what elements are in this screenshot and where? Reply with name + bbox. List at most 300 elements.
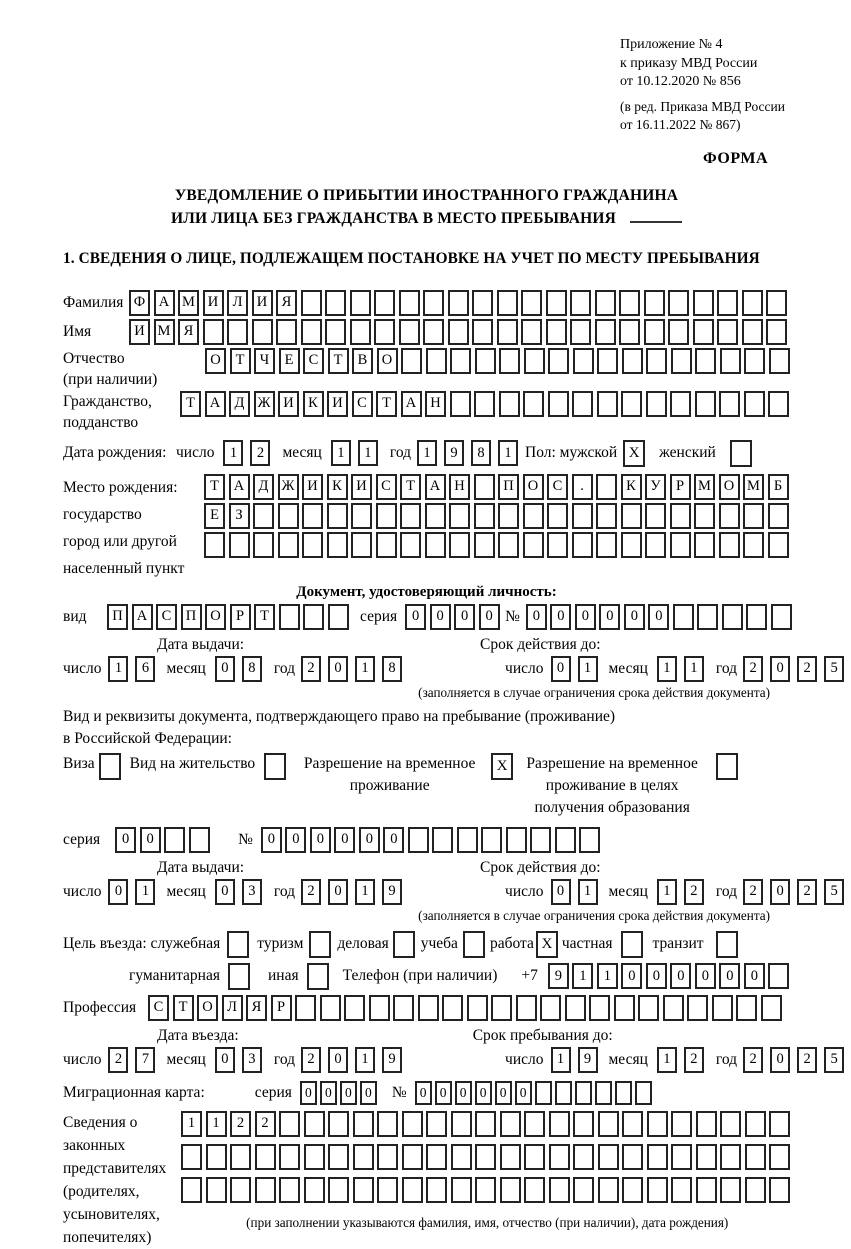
char-cell[interactable] [252, 319, 273, 345]
char-cell[interactable] [506, 827, 527, 853]
char-cell[interactable] [325, 290, 346, 316]
char-cell[interactable]: 0 [770, 879, 790, 905]
char-cell[interactable]: 0 [475, 1081, 492, 1105]
char-cell[interactable] [400, 503, 421, 529]
char-cell[interactable]: 9 [382, 1047, 402, 1073]
char-cell[interactable]: 0 [719, 963, 740, 989]
char-cell[interactable]: 2 [255, 1111, 276, 1137]
char-cell[interactable]: 1 [417, 440, 437, 466]
char-cell[interactable]: 0 [551, 656, 571, 682]
char-cell[interactable] [475, 1177, 496, 1203]
char-cell[interactable]: 1 [358, 440, 378, 466]
char-cell[interactable] [720, 1144, 741, 1170]
char-cell[interactable] [475, 1144, 496, 1170]
char-cell[interactable] [572, 503, 593, 529]
char-cell[interactable] [457, 827, 478, 853]
char-cell[interactable] [204, 532, 225, 558]
char-cell[interactable]: 0 [405, 604, 426, 630]
char-cell[interactable]: С [547, 474, 568, 500]
char-cell[interactable]: С [376, 474, 397, 500]
char-cell[interactable]: 1 [223, 440, 243, 466]
char-cell[interactable] [442, 995, 463, 1021]
char-cell[interactable] [621, 391, 642, 417]
char-cell[interactable] [426, 1111, 447, 1137]
char-cell[interactable]: Т [254, 604, 275, 630]
char-cell[interactable] [647, 1177, 668, 1203]
char-cell[interactable]: 0 [770, 656, 790, 682]
char-cell[interactable] [671, 1144, 692, 1170]
char-cell[interactable] [425, 532, 446, 558]
char-cell[interactable]: 0 [215, 1047, 235, 1073]
char-cell[interactable]: С [352, 391, 373, 417]
char-cell[interactable]: 3 [242, 879, 262, 905]
char-cell[interactable] [769, 348, 790, 374]
char-cell[interactable] [644, 290, 665, 316]
char-cell[interactable] [189, 827, 210, 853]
char-cell[interactable] [742, 319, 763, 345]
char-cell[interactable] [646, 348, 667, 374]
char-cell[interactable]: 2 [684, 879, 704, 905]
char-cell[interactable]: Т [173, 995, 194, 1021]
char-cell[interactable]: Д [253, 474, 274, 500]
char-cell[interactable] [598, 1177, 619, 1203]
checkbox-purpose-tourism[interactable] [309, 931, 331, 958]
char-cell[interactable]: 2 [301, 1047, 321, 1073]
char-cell[interactable] [472, 290, 493, 316]
char-cell[interactable] [328, 604, 349, 630]
char-cell[interactable] [448, 290, 469, 316]
char-cell[interactable] [399, 290, 420, 316]
char-cell[interactable] [302, 503, 323, 529]
char-cell[interactable] [450, 348, 471, 374]
char-cell[interactable]: Н [425, 391, 446, 417]
char-cell[interactable]: Р [230, 604, 251, 630]
char-cell[interactable]: Я [276, 290, 297, 316]
char-cell[interactable] [376, 503, 397, 529]
char-cell[interactable] [301, 290, 322, 316]
char-cell[interactable]: К [303, 391, 324, 417]
char-cell[interactable]: М [178, 290, 199, 316]
char-cell[interactable] [474, 532, 495, 558]
char-cell[interactable]: 5 [824, 656, 844, 682]
char-cell[interactable]: 1 [657, 656, 677, 682]
char-cell[interactable]: 0 [359, 827, 380, 853]
char-cell[interactable]: А [229, 474, 250, 500]
checkbox-purpose-humanitarian[interactable] [228, 963, 250, 990]
char-cell[interactable] [766, 290, 787, 316]
char-cell[interactable] [253, 532, 274, 558]
char-cell[interactable] [668, 319, 689, 345]
checkbox-temp-residence[interactable]: X [491, 753, 513, 780]
char-cell[interactable] [768, 963, 789, 989]
char-cell[interactable]: С [303, 348, 324, 374]
char-cell[interactable]: Ж [278, 474, 299, 500]
char-cell[interactable] [227, 319, 248, 345]
char-cell[interactable] [351, 532, 372, 558]
char-cell[interactable] [696, 1111, 717, 1137]
char-cell[interactable] [402, 1144, 423, 1170]
char-cell[interactable]: 3 [242, 1047, 262, 1073]
char-cell[interactable] [450, 391, 471, 417]
checkbox-temp-residence-edu[interactable] [716, 753, 738, 780]
char-cell[interactable]: Л [227, 290, 248, 316]
char-cell[interactable]: 1 [551, 1047, 571, 1073]
char-cell[interactable]: Т [180, 391, 201, 417]
char-cell[interactable] [230, 1177, 251, 1203]
char-cell[interactable] [423, 290, 444, 316]
char-cell[interactable]: Т [376, 391, 397, 417]
char-cell[interactable] [350, 290, 371, 316]
char-cell[interactable] [303, 604, 324, 630]
char-cell[interactable] [572, 532, 593, 558]
char-cell[interactable]: Б [768, 474, 789, 500]
char-cell[interactable] [408, 827, 429, 853]
char-cell[interactable]: 0 [320, 1081, 337, 1105]
char-cell[interactable] [376, 532, 397, 558]
char-cell[interactable] [769, 1111, 790, 1137]
char-cell[interactable] [615, 1081, 632, 1105]
char-cell[interactable]: В [352, 348, 373, 374]
char-cell[interactable] [670, 532, 691, 558]
char-cell[interactable] [425, 503, 446, 529]
char-cell[interactable] [622, 348, 643, 374]
char-cell[interactable] [621, 532, 642, 558]
char-cell[interactable]: 9 [444, 440, 464, 466]
char-cell[interactable]: 1 [498, 440, 518, 466]
char-cell[interactable] [745, 1111, 766, 1137]
footnote-blank-line[interactable] [630, 207, 682, 223]
char-cell[interactable] [181, 1144, 202, 1170]
char-cell[interactable] [595, 290, 616, 316]
checkbox-purpose-work[interactable]: X [536, 931, 558, 958]
char-cell[interactable]: З [229, 503, 250, 529]
char-cell[interactable] [472, 319, 493, 345]
char-cell[interactable] [671, 348, 692, 374]
char-cell[interactable] [521, 290, 542, 316]
char-cell[interactable] [644, 319, 665, 345]
char-cell[interactable] [572, 391, 593, 417]
char-cell[interactable] [645, 532, 666, 558]
char-cell[interactable]: 9 [548, 963, 569, 989]
char-cell[interactable] [418, 995, 439, 1021]
checkbox-residence-permit[interactable] [264, 753, 286, 780]
char-cell[interactable]: Т [328, 348, 349, 374]
char-cell[interactable] [573, 1144, 594, 1170]
char-cell[interactable]: 0 [310, 827, 331, 853]
char-cell[interactable]: 0 [300, 1081, 317, 1105]
char-cell[interactable] [353, 1111, 374, 1137]
checkbox-sex-male[interactable]: X [623, 440, 645, 467]
char-cell[interactable]: 0 [435, 1081, 452, 1105]
char-cell[interactable]: 0 [328, 656, 348, 682]
char-cell[interactable] [671, 1177, 692, 1203]
char-cell[interactable] [181, 1177, 202, 1203]
char-cell[interactable]: 2 [108, 1047, 128, 1073]
char-cell[interactable]: 2 [684, 1047, 704, 1073]
checkbox-purpose-official[interactable] [227, 931, 249, 958]
char-cell[interactable] [449, 532, 470, 558]
checkbox-purpose-study[interactable] [463, 931, 485, 958]
char-cell[interactable] [255, 1144, 276, 1170]
char-cell[interactable] [535, 1081, 552, 1105]
char-cell[interactable]: А [205, 391, 226, 417]
char-cell[interactable] [374, 319, 395, 345]
char-cell[interactable] [498, 532, 519, 558]
char-cell[interactable]: 2 [743, 656, 763, 682]
char-cell[interactable] [402, 1111, 423, 1137]
char-cell[interactable] [524, 1111, 545, 1137]
char-cell[interactable] [426, 348, 447, 374]
char-cell[interactable]: 0 [140, 827, 161, 853]
char-cell[interactable]: 2 [301, 656, 321, 682]
char-cell[interactable] [475, 348, 496, 374]
char-cell[interactable]: 0 [454, 604, 475, 630]
char-cell[interactable] [516, 995, 537, 1021]
char-cell[interactable]: П [498, 474, 519, 500]
char-cell[interactable] [523, 391, 544, 417]
char-cell[interactable] [768, 532, 789, 558]
char-cell[interactable]: О [719, 474, 740, 500]
char-cell[interactable]: Р [670, 474, 691, 500]
char-cell[interactable]: Н [449, 474, 470, 500]
char-cell[interactable] [712, 995, 733, 1021]
char-cell[interactable]: 0 [648, 604, 669, 630]
char-cell[interactable] [695, 391, 716, 417]
char-cell[interactable]: С [148, 995, 169, 1021]
char-cell[interactable] [687, 995, 708, 1021]
char-cell[interactable]: У [645, 474, 666, 500]
char-cell[interactable] [768, 391, 789, 417]
char-cell[interactable]: 0 [115, 827, 136, 853]
char-cell[interactable]: К [621, 474, 642, 500]
char-cell[interactable] [328, 1144, 349, 1170]
checkbox-purpose-other[interactable] [307, 963, 329, 990]
char-cell[interactable]: М [154, 319, 175, 345]
char-cell[interactable] [768, 503, 789, 529]
char-cell[interactable] [766, 319, 787, 345]
char-cell[interactable]: О [523, 474, 544, 500]
char-cell[interactable]: 0 [744, 963, 765, 989]
char-cell[interactable] [524, 348, 545, 374]
char-cell[interactable]: 0 [328, 879, 348, 905]
char-cell[interactable]: 0 [415, 1081, 432, 1105]
char-cell[interactable] [720, 1111, 741, 1137]
char-cell[interactable] [481, 827, 502, 853]
char-cell[interactable] [399, 319, 420, 345]
char-cell[interactable]: И [302, 474, 323, 500]
char-cell[interactable] [451, 1111, 472, 1137]
char-cell[interactable] [744, 391, 765, 417]
char-cell[interactable] [304, 1144, 325, 1170]
char-cell[interactable] [393, 995, 414, 1021]
char-cell[interactable] [369, 995, 390, 1021]
char-cell[interactable] [164, 827, 185, 853]
checkbox-purpose-business[interactable] [393, 931, 415, 958]
char-cell[interactable] [255, 1177, 276, 1203]
char-cell[interactable]: Е [204, 503, 225, 529]
char-cell[interactable]: И [252, 290, 273, 316]
char-cell[interactable] [377, 1144, 398, 1170]
char-cell[interactable] [320, 995, 341, 1021]
char-cell[interactable]: 0 [455, 1081, 472, 1105]
char-cell[interactable] [697, 604, 718, 630]
char-cell[interactable] [573, 348, 594, 374]
char-cell[interactable]: И [351, 474, 372, 500]
char-cell[interactable]: О [197, 995, 218, 1021]
char-cell[interactable] [475, 1111, 496, 1137]
char-cell[interactable] [595, 1081, 612, 1105]
char-cell[interactable]: 0 [328, 1047, 348, 1073]
char-cell[interactable]: 1 [331, 440, 351, 466]
char-cell[interactable] [546, 319, 567, 345]
char-cell[interactable]: 6 [135, 656, 155, 682]
char-cell[interactable] [499, 348, 520, 374]
char-cell[interactable]: 1 [355, 1047, 375, 1073]
char-cell[interactable]: 0 [383, 827, 404, 853]
char-cell[interactable] [668, 290, 689, 316]
char-cell[interactable]: Л [222, 995, 243, 1021]
char-cell[interactable]: М [694, 474, 715, 500]
char-cell[interactable] [474, 474, 495, 500]
char-cell[interactable]: Р [271, 995, 292, 1021]
char-cell[interactable] [278, 532, 299, 558]
char-cell[interactable] [327, 532, 348, 558]
char-cell[interactable]: Т [230, 348, 251, 374]
char-cell[interactable]: 2 [797, 1047, 817, 1073]
char-cell[interactable]: Ф [129, 290, 150, 316]
char-cell[interactable]: 9 [578, 1047, 598, 1073]
char-cell[interactable]: О [205, 348, 226, 374]
char-cell[interactable]: П [181, 604, 202, 630]
char-cell[interactable]: И [278, 391, 299, 417]
char-cell[interactable] [596, 532, 617, 558]
char-cell[interactable] [645, 503, 666, 529]
char-cell[interactable]: 0 [670, 963, 691, 989]
char-cell[interactable] [523, 532, 544, 558]
char-cell[interactable] [377, 1177, 398, 1203]
char-cell[interactable]: 0 [261, 827, 282, 853]
char-cell[interactable] [719, 503, 740, 529]
char-cell[interactable]: 2 [797, 656, 817, 682]
char-cell[interactable] [302, 532, 323, 558]
char-cell[interactable] [597, 348, 618, 374]
char-cell[interactable] [276, 319, 297, 345]
char-cell[interactable] [619, 319, 640, 345]
char-cell[interactable]: 0 [621, 963, 642, 989]
char-cell[interactable]: О [377, 348, 398, 374]
char-cell[interactable]: Д [229, 391, 250, 417]
char-cell[interactable]: 9 [382, 879, 402, 905]
char-cell[interactable] [573, 1177, 594, 1203]
char-cell[interactable] [400, 532, 421, 558]
char-cell[interactable]: 0 [526, 604, 547, 630]
char-cell[interactable]: Я [178, 319, 199, 345]
char-cell[interactable]: 1 [657, 1047, 677, 1073]
char-cell[interactable] [351, 503, 372, 529]
char-cell[interactable]: 0 [430, 604, 451, 630]
char-cell[interactable]: 1 [578, 879, 598, 905]
char-cell[interactable] [744, 348, 765, 374]
char-cell[interactable] [693, 290, 714, 316]
char-cell[interactable] [402, 1177, 423, 1203]
char-cell[interactable]: 2 [301, 879, 321, 905]
char-cell[interactable] [619, 290, 640, 316]
char-cell[interactable]: 0 [334, 827, 355, 853]
char-cell[interactable] [647, 1111, 668, 1137]
char-cell[interactable] [579, 827, 600, 853]
char-cell[interactable] [635, 1081, 652, 1105]
char-cell[interactable]: 1 [206, 1111, 227, 1137]
char-cell[interactable] [555, 827, 576, 853]
char-cell[interactable] [304, 1177, 325, 1203]
checkbox-purpose-transit[interactable] [716, 931, 738, 958]
char-cell[interactable] [474, 391, 495, 417]
char-cell[interactable] [548, 348, 569, 374]
char-cell[interactable]: 1 [684, 656, 704, 682]
char-cell[interactable]: С [156, 604, 177, 630]
char-cell[interactable]: 1 [355, 656, 375, 682]
char-cell[interactable]: 1 [572, 963, 593, 989]
char-cell[interactable] [540, 995, 561, 1021]
char-cell[interactable] [467, 995, 488, 1021]
char-cell[interactable]: 2 [230, 1111, 251, 1137]
char-cell[interactable] [401, 348, 422, 374]
checkbox-purpose-private[interactable] [621, 931, 643, 958]
char-cell[interactable] [720, 1177, 741, 1203]
char-cell[interactable] [663, 995, 684, 1021]
char-cell[interactable]: Т [400, 474, 421, 500]
char-cell[interactable] [426, 1144, 447, 1170]
char-cell[interactable]: И [129, 319, 150, 345]
checkbox-visa[interactable] [99, 753, 121, 780]
char-cell[interactable] [647, 1144, 668, 1170]
char-cell[interactable]: И [203, 290, 224, 316]
char-cell[interactable]: 8 [242, 656, 262, 682]
char-cell[interactable] [719, 532, 740, 558]
char-cell[interactable]: О [205, 604, 226, 630]
char-cell[interactable]: 0 [360, 1081, 377, 1105]
char-cell[interactable] [500, 1177, 521, 1203]
char-cell[interactable]: 0 [599, 604, 620, 630]
char-cell[interactable] [500, 1111, 521, 1137]
char-cell[interactable] [693, 319, 714, 345]
char-cell[interactable]: 0 [215, 656, 235, 682]
char-cell[interactable] [555, 1081, 572, 1105]
char-cell[interactable] [328, 1111, 349, 1137]
char-cell[interactable] [597, 391, 618, 417]
char-cell[interactable] [500, 1144, 521, 1170]
char-cell[interactable] [327, 503, 348, 529]
char-cell[interactable] [497, 290, 518, 316]
char-cell[interactable]: 1 [597, 963, 618, 989]
char-cell[interactable] [230, 1144, 251, 1170]
char-cell[interactable]: 7 [135, 1047, 155, 1073]
char-cell[interactable] [524, 1144, 545, 1170]
char-cell[interactable] [719, 391, 740, 417]
char-cell[interactable] [374, 290, 395, 316]
char-cell[interactable] [717, 319, 738, 345]
char-cell[interactable]: 0 [770, 1047, 790, 1073]
char-cell[interactable]: 8 [471, 440, 491, 466]
char-cell[interactable] [598, 1111, 619, 1137]
char-cell[interactable]: А [154, 290, 175, 316]
char-cell[interactable] [742, 290, 763, 316]
char-cell[interactable] [499, 391, 520, 417]
char-cell[interactable] [717, 290, 738, 316]
char-cell[interactable]: 1 [135, 879, 155, 905]
char-cell[interactable]: Т [204, 474, 225, 500]
char-cell[interactable]: 0 [215, 879, 235, 905]
